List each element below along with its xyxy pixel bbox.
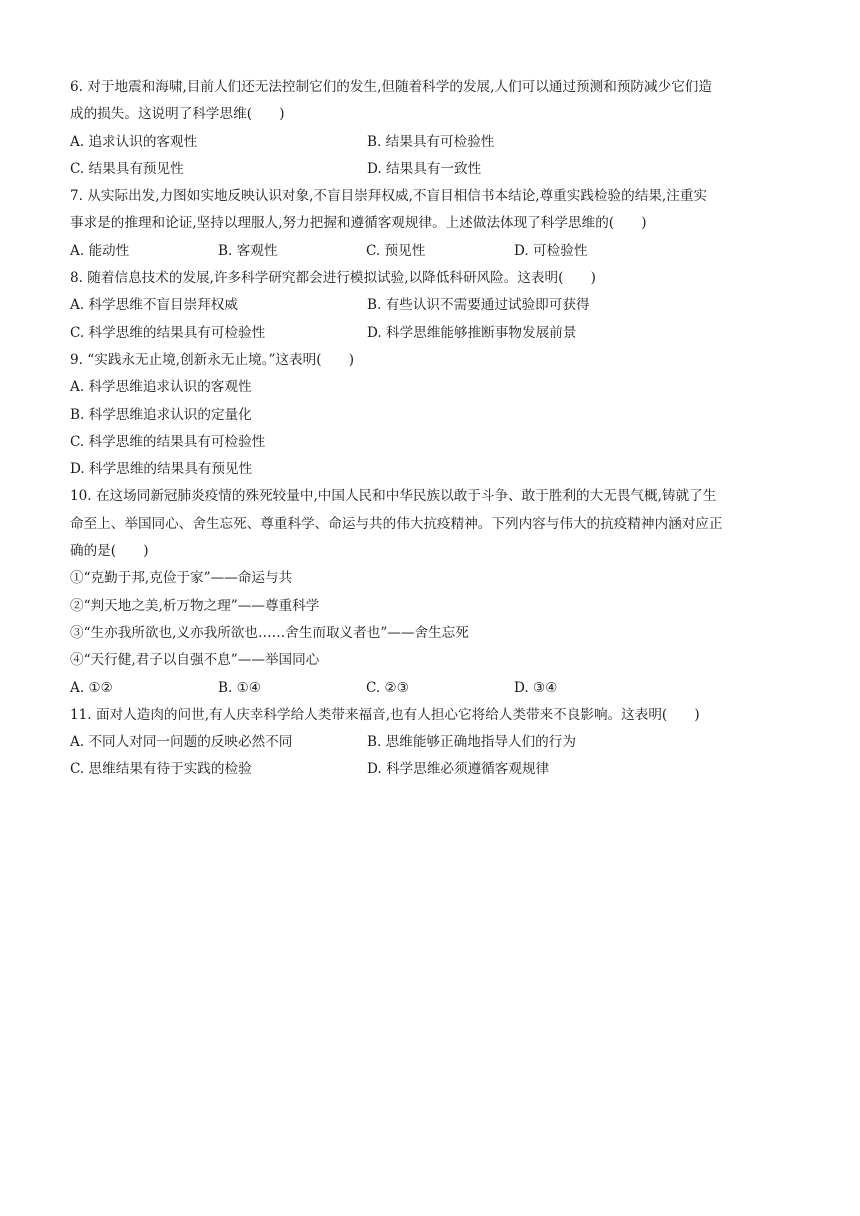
option-d[interactable]: D. 科学思维能够推断事物发展前景 [367,324,577,341]
question-stem-line: 6. 对于地震和海啸,目前人们还无法控制它们的发生,但随着科学的发展,人们可以通过预测和预防减少它们造 [70,79,712,95]
option-b[interactable]: B. 科学思维追求认识的定量化 [70,406,252,423]
options-row [70,156,795,183]
question-stem-line: 事求是的推理和论证,坚持以理服人,努力把握和遵循客观规律。上述做法体现了科学思维的( ) [70,215,647,232]
question-stem-line: 命至上、举国同心、舍生忘死、尊重科学、命运与共的伟大抗疫精神。下列内容与伟大的抗疫精神内涵对应正 [70,515,723,532]
question-stem-line: 7. 从实际出发,力图如实地反映认识对象,不盲目崇拜权威,不盲目相信书本结论,尊重实践检验的结果,注重实 [70,188,708,205]
options-row [70,729,795,756]
statement-item-1: ①“克勤于邦,克俭于家”——命运与共 [70,570,293,587]
option-b[interactable]: B. 思维能够正确地指导人们的行为 [367,734,576,751]
option-c[interactable]: C. ②③ [366,679,409,696]
question-stem-line: 11. 面对人造肉的问世,有人庆幸科学给人类带来福音,也有人担心它将给人类带来不良影响。这表明( ) [70,706,700,723]
option-d[interactable]: D. 可检验性 [514,242,588,259]
option-d[interactable]: D. 科学思维必须遵循客观规律 [367,761,550,778]
question-stem-line: 10. 在这场同新冠肺炎疫情的殊死较量中,中国人民和中华民族以敢于斗争、敢于胜利的大无畏气概,铸就了生 [70,488,717,505]
exam-page [70,74,795,784]
options-row [70,756,795,783]
question-8 [70,265,795,347]
question-9 [70,347,795,483]
option-b[interactable]: B. 有些认识不需要通过试验即可获得 [367,297,590,314]
option-d[interactable]: D. 科学思维的结果具有预见性 [70,461,253,478]
option-b[interactable]: B. 客观性 [218,242,278,259]
statement-item-2: ②“判天地之美,析万物之理”——尊重科学 [70,597,320,614]
option-c[interactable]: C. 思维结果有待于实践的检验 [70,761,252,778]
options-row [70,675,795,702]
question-stem-line: 9. “实践永无止境,创新永无止境。”这表明( ) [70,351,355,368]
question-stem-line: 成的损失。这说明了科学思维( ) [70,106,285,123]
question-11 [70,702,795,784]
option-c[interactable]: C. 科学思维的结果具有可检验性 [70,324,266,341]
option-b[interactable]: B. 结果具有可检验性 [367,133,495,150]
options-row [70,292,795,319]
option-a[interactable]: A. ①② [70,679,113,696]
statement-item-3: ③“生亦我所欲也,义亦我所欲也……舍生而取义者也”——舍生忘死 [70,624,469,641]
options-row [70,320,795,347]
option-a[interactable]: A. 科学思维追求认识的客观性 [70,379,252,396]
options-row [70,129,795,156]
question-10 [70,483,795,701]
option-d[interactable]: D. 结果具有一致性 [367,160,482,177]
option-c[interactable]: C. 结果具有预见性 [70,160,184,177]
option-a[interactable]: A. 科学思维不盲目崇拜权威 [70,297,238,314]
option-a[interactable]: A. 追求认识的客观性 [70,133,198,150]
option-c[interactable]: C. 预见性 [366,242,426,259]
option-d[interactable]: D. ③④ [514,679,558,696]
option-a[interactable]: A. 能动性 [70,242,130,259]
statement-item-4: ④“天行健,君子以自强不息”——举国同心 [70,652,320,669]
question-stem-line: 确的是( ) [70,543,149,560]
question-7 [70,183,795,265]
option-b[interactable]: B. ①④ [218,679,262,696]
option-a[interactable]: A. 不同人对同一问题的反映必然不同 [70,734,293,751]
question-6 [70,74,795,183]
options-row [70,238,795,265]
option-c[interactable]: C. 科学思维的结果具有可检验性 [70,433,266,450]
question-stem-line: 8. 随着信息技术的发展,许多科学研究都会进行模拟试验,以降低科研风险。这表明( ) [70,270,596,287]
